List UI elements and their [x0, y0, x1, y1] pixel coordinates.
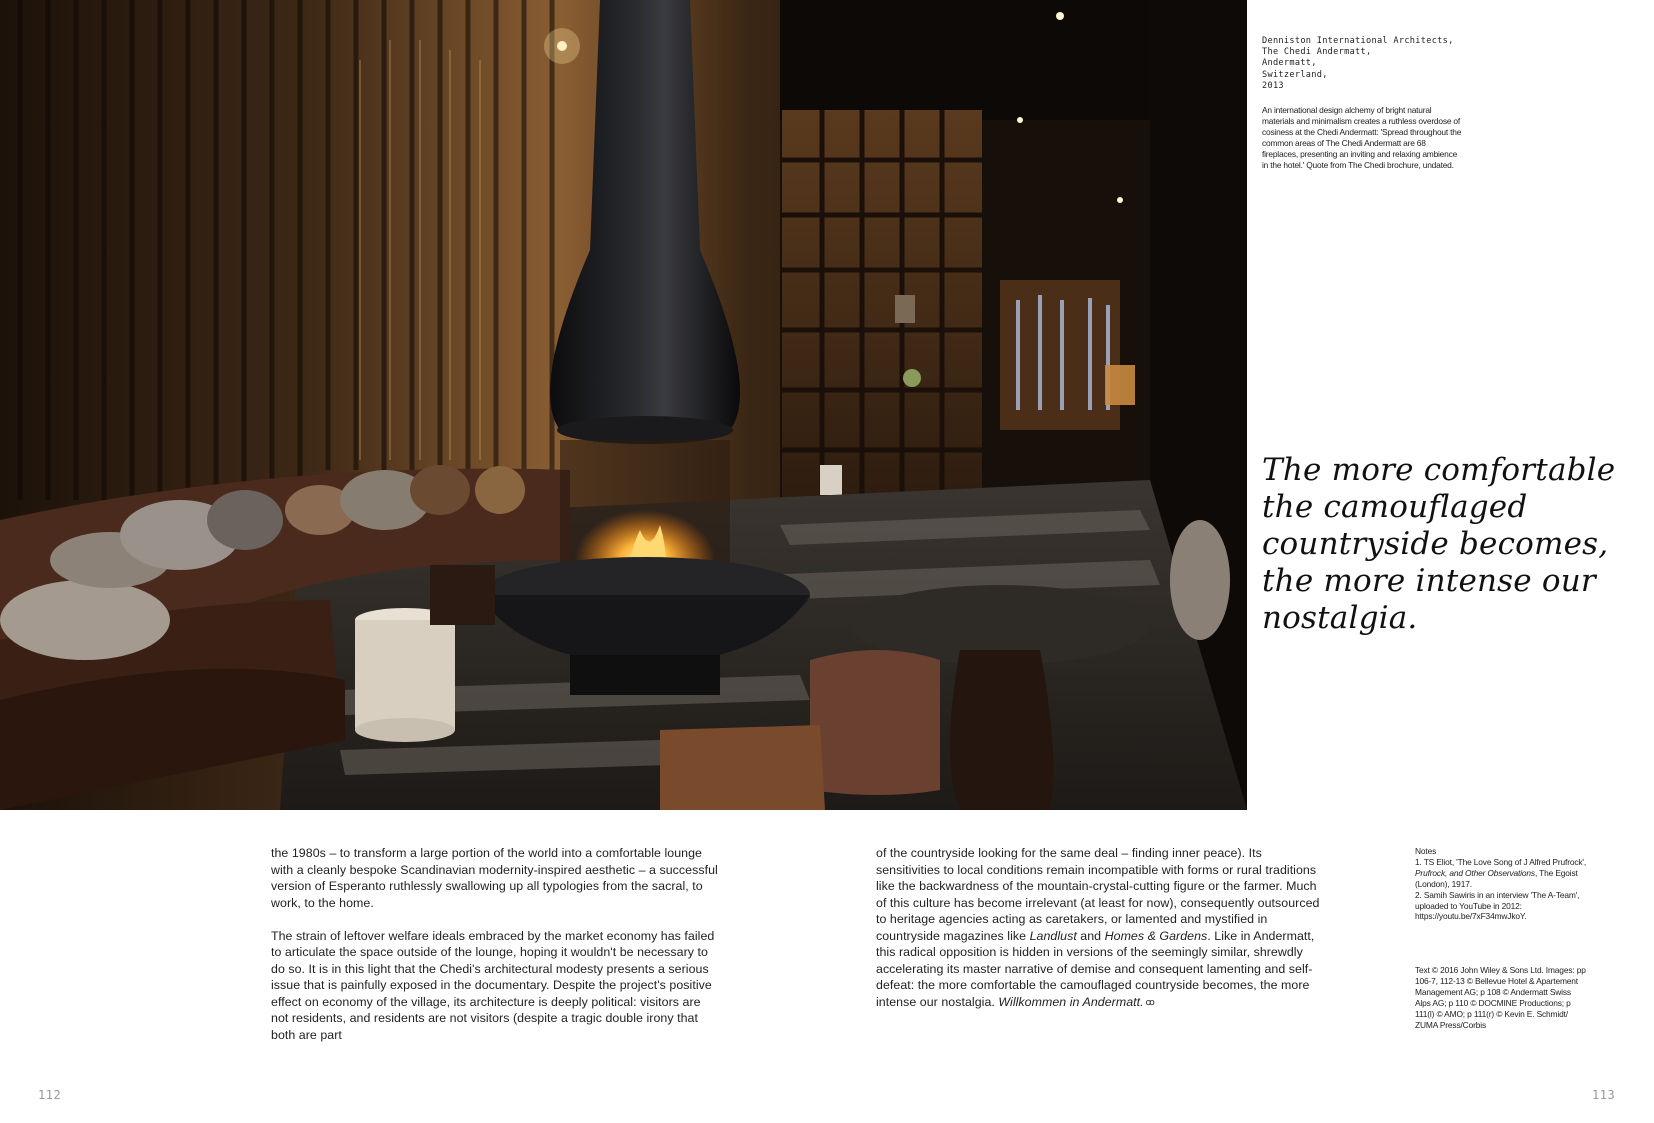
note-book-title: Prufrock, and Other Observations: [1415, 867, 1535, 878]
image-credits: Text © 2016 John Wiley & Sons Ltd. Images: pp 106-7, 112-13 © Bellevue Hotel & Apartement Management AG; p 108 © Andermatt Swiss Alps AG; p 110 © DOCMINE Productions; p 111(l) © AMO; p 111(r) © Kevin E. Schmidt/ ZUMA Press/Corbis: [1415, 965, 1586, 1030]
body-column-right: [876, 845, 1326, 1027]
magazine-title: Landlust: [1029, 928, 1077, 943]
pull-quote: The more comfortable the camouflaged countryside becomes, the more intense our nostalgia.: [1262, 452, 1616, 636]
body-paragraph: [876, 845, 1326, 1010]
body-paragraph: The strain of leftover welfare ideals embraced by the market economy has failed to articulate the space outside of the lounge, hoping it wouldn't be necessary to do so. It is in this light that the Chedi's architectural modesty presents a serious issue that is painfully exposed in the documentary. Despite the project's positive effect on economy of the village, its architecture is deeply political: visitors are not residents, and residents are not visitors (despite a tragic double irony that both are part: [271, 928, 715, 1042]
body-text: and: [1076, 928, 1105, 943]
body-paragraph: the 1980s – to transform a large portion of the world into a comfortable lounge with a cleanly bespoke Scandinavian modernity-inspired aesthetic – a successful version of Esperanto ruthlessly swallowing up all typologies from the sacral, to work, to the home.: [271, 846, 718, 910]
notes: [1415, 846, 1595, 922]
photo-credit: Denniston International Architects, The Chedi Andermatt, Andermatt, Switzerland, 2013: [1262, 36, 1454, 91]
page-number-right: 113: [1592, 1088, 1616, 1102]
magazine-title: Homes & Gardens: [1104, 928, 1208, 943]
bookshelf: [782, 110, 982, 530]
body-text: . Like in Andermatt, this radical opposition is hidden in versions of the seemingly similar, shrewdly accelerating its master narrative of demise and consequent lamenting and self-defeat: the more comfortable the camouflaged countryside becomes, the more intense our nostalgia.: [876, 928, 1315, 1009]
note-text: 1. TS Eliot, 'The Love Song of J Alfred Prufrock',: [1415, 856, 1587, 867]
body-text: of the countryside looking for the same deal – finding inner peace). Its sensitivities to local conditions remain incompatible with forms or rural traditions like the backwardness of the mountain-crystal-cutting figure or the farmer. Much of this culture has become irrelevant (at least for now), consequently outsourced to heritage agencies acting as caretakers, or lamented and mystified in countryside magazines like: [876, 846, 1320, 943]
page-number-left: 112: [38, 1088, 62, 1102]
note-text: , The Egoist (London), 1917.: [1415, 867, 1578, 889]
notes-heading: Notes: [1415, 846, 1437, 856]
end-of-article-mark: ꝏ: [1145, 996, 1155, 1007]
note-1: [1415, 857, 1595, 890]
closing-phrase: Willkommen in Andermatt.: [998, 994, 1144, 1009]
note-2: 2. Samih Sawiris in an interview 'The A-Team', uploaded to YouTube in 2012: https://youtu.be/7xF34mwJkoY.: [1415, 889, 1580, 922]
body-column-left: [271, 845, 721, 1060]
photo-caption: An international design alchemy of bright natural materials and minimalism creates a ruthless overdose of cosiness at the Chedi Andermatt: 'Spread throughout the common areas of The Chedi Andermatt are 68 fireplaces, presenting an inviting and relaxing ambience in the hotel.' Quote from The Chedi brochure, undated.: [1262, 105, 1462, 170]
